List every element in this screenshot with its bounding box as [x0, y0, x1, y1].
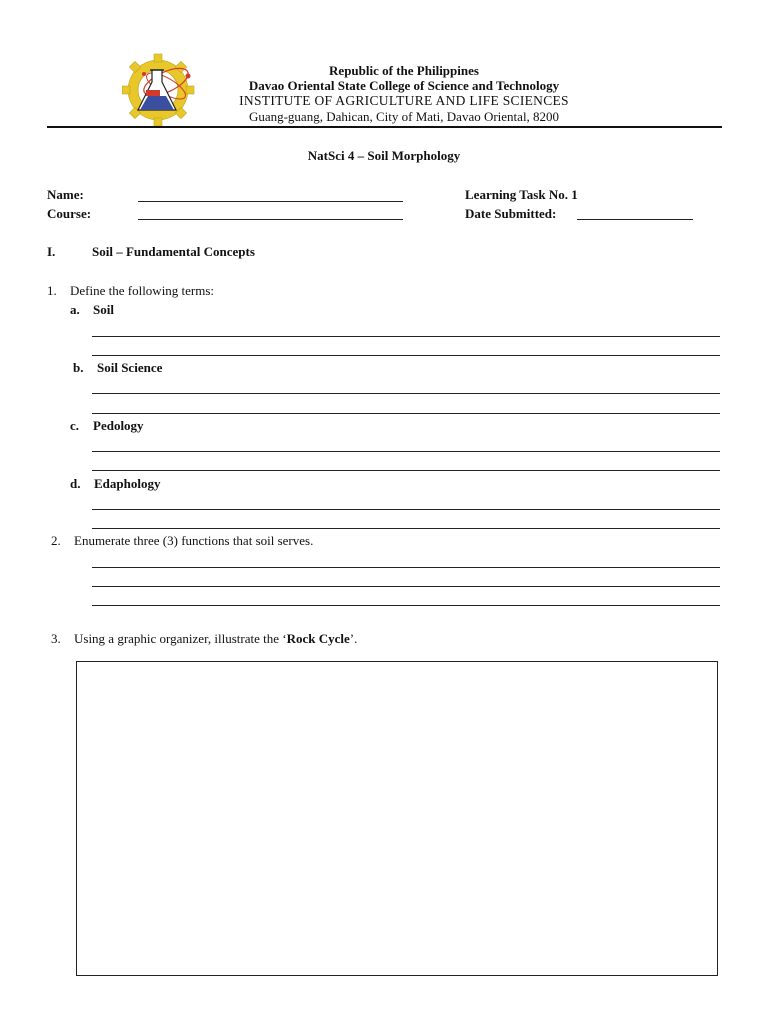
answer-line[interactable] — [92, 355, 720, 356]
answer-line[interactable] — [92, 470, 720, 471]
answer-line[interactable] — [92, 413, 720, 414]
term-a-letter: a. — [70, 302, 80, 317]
answer-line[interactable] — [92, 509, 720, 510]
answer-line[interactable] — [92, 567, 720, 568]
course-label: Course: — [47, 206, 92, 221]
term-c-label: Pedology — [93, 418, 144, 433]
q3-prompt-emphasis: Rock Cycle — [286, 631, 350, 646]
term-b-label: Soil Science — [97, 360, 163, 375]
q3-prompt-start: Using a graphic organizer, illustrate the ‘ — [74, 631, 287, 646]
section-number: I. — [47, 244, 56, 259]
term-a-label: Soil — [93, 302, 114, 317]
q3-number: 3. — [51, 631, 61, 646]
header-address: Guang-guang, Dahican, City of Mati, Davao Oriental, 8200 — [248, 109, 560, 124]
learning-task-label: Learning Task No. 1 — [465, 187, 578, 202]
term-b-letter: b. — [73, 360, 84, 375]
header-institute: INSTITUTE OF AGRICULTURE AND LIFE SCIENCES — [239, 93, 569, 108]
header-republic: Republic of the Philippines — [329, 63, 479, 78]
term-d-letter: d. — [70, 476, 81, 491]
answer-line[interactable] — [92, 393, 720, 394]
q1-prompt: Define the following terms: — [70, 283, 215, 298]
name-label: Name: — [47, 187, 84, 202]
q1-number: 1. — [47, 283, 57, 298]
answer-line[interactable] — [92, 336, 720, 337]
answer-line[interactable] — [92, 605, 720, 606]
section-title: Soil – Fundamental Concepts — [92, 244, 255, 259]
header-college: Davao Oriental State College of Science and Technology — [248, 78, 560, 93]
answer-line[interactable] — [92, 451, 720, 452]
q2-number: 2. — [51, 533, 61, 548]
header-divider — [47, 126, 722, 128]
term-d-label: Edaphology — [94, 476, 161, 491]
q3-prompt — [74, 631, 357, 647]
name-field[interactable] — [138, 201, 403, 202]
answer-line[interactable] — [92, 528, 720, 529]
answer-line[interactable] — [92, 586, 720, 587]
term-c-letter: c. — [70, 418, 80, 433]
document-title: NatSci 4 – Soil Morphology — [307, 148, 461, 163]
date-submitted-label: Date Submitted: — [465, 206, 557, 221]
graphic-organizer-box[interactable] — [76, 661, 718, 976]
course-field[interactable] — [138, 219, 403, 220]
q3-prompt-end: ’. — [349, 631, 358, 646]
date-submitted-field[interactable] — [577, 219, 693, 220]
q2-prompt: Enumerate three (3) functions that soil serves. — [74, 533, 314, 548]
